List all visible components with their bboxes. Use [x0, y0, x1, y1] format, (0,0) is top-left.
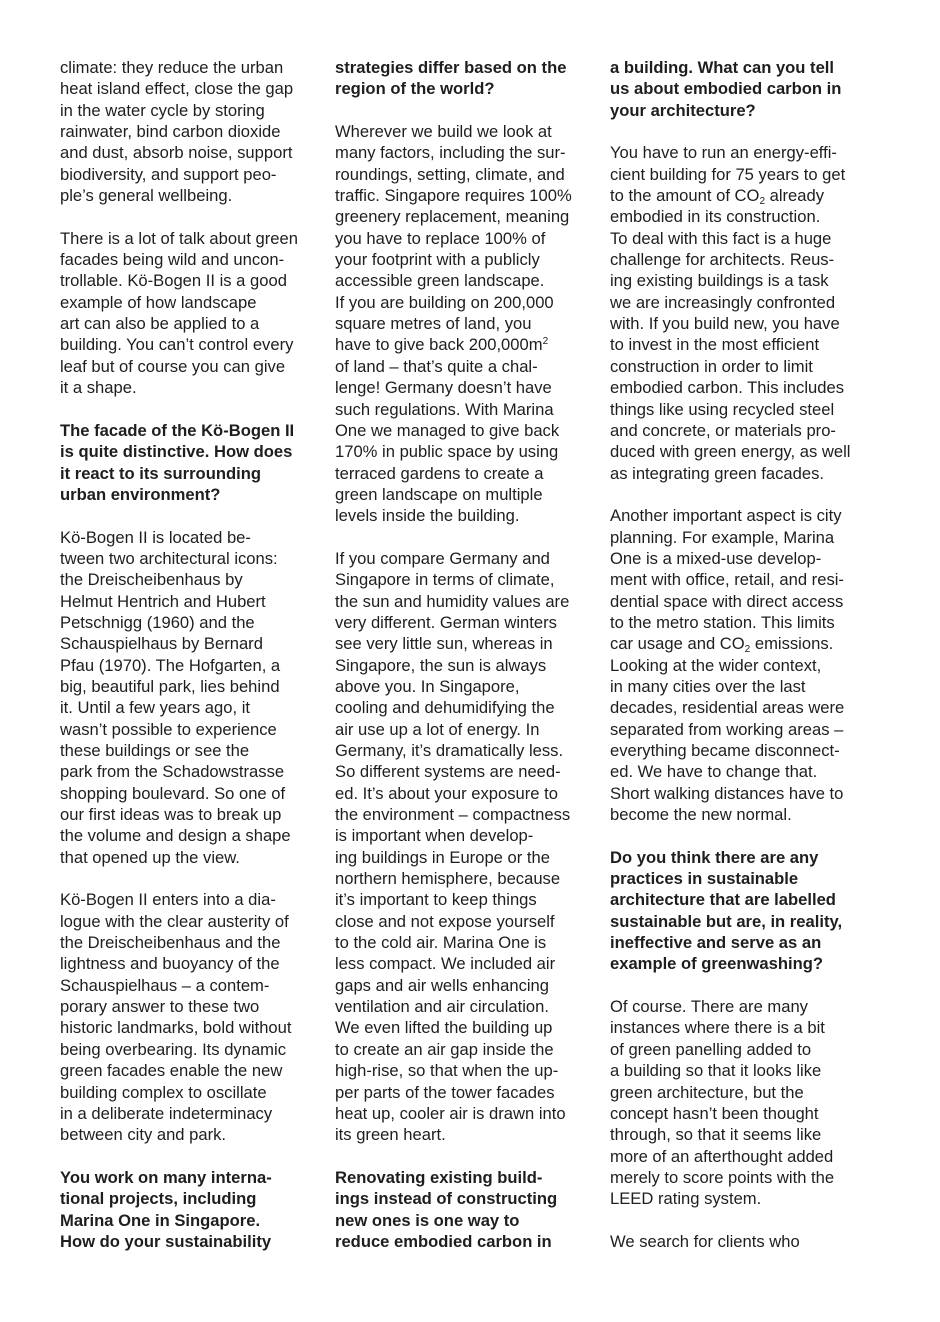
text-line: ed. It’s about your exposure to [335, 783, 558, 803]
text-line: tional projects, including [60, 1189, 257, 1209]
text-line: dential space with direct access [610, 591, 844, 611]
text-line: square metres of land, you [335, 314, 532, 334]
text-line: per parts of the tower facades [335, 1082, 555, 1102]
text-line: duced with green energy, as well [610, 442, 851, 462]
interview-answer [335, 548, 597, 1146]
text-line: LEED rating system. [610, 1189, 762, 1209]
interview-question [610, 57, 872, 121]
paragraph-gap [610, 484, 872, 505]
text-line: it’s important to keep things [335, 890, 537, 910]
text-line: the volume and design a shape [60, 826, 291, 846]
text-line: its green heart. [335, 1125, 446, 1145]
paragraph-gap [60, 1146, 322, 1167]
interview-question [610, 847, 872, 975]
text-line: terraced gardens to create a [335, 463, 544, 483]
text-line: logue with the clear austerity of [60, 911, 289, 931]
text-line: sustainable but are, in reality, [610, 911, 843, 931]
text-line: you have to replace 100% of [335, 228, 546, 248]
text-line: these buildings or see the [60, 741, 250, 760]
text-line: reduce embodied carbon in [335, 1231, 552, 1251]
text-line: to create an air gap inside the [335, 1039, 554, 1059]
text-line: historic landmarks, bold without [60, 1018, 292, 1038]
text-line: heat up, cooler air is drawn into [335, 1103, 566, 1123]
text-line: Looking at the wider context, [610, 655, 822, 675]
text-line: being overbearing. Its dynamic [60, 1039, 286, 1059]
text-line: to the cold air. Marina One is [335, 933, 547, 953]
text-line: everything became disconnect- [610, 741, 840, 760]
text-line: rainwater, bind carbon dioxide [60, 122, 281, 142]
text-line: to invest in the most efficient [610, 335, 820, 355]
text-line: There is a lot of talk about green [60, 228, 298, 248]
text-line: see very little sun, whereas in [335, 634, 553, 654]
text-line: green facades enable the new [60, 1061, 283, 1081]
text-line: Schauspielhaus – a contem- [60, 975, 270, 995]
text-line: practices in sustainable [610, 869, 799, 889]
interview-question [60, 1167, 322, 1252]
text-line: in many cities over the last [610, 676, 806, 696]
text-line: planning. For example, Marina [610, 527, 835, 547]
text-line: it. Until a few years ago, it [60, 698, 250, 718]
interview-answer [60, 57, 322, 206]
text-line: your footprint with a publicly [335, 250, 540, 270]
text-line: urban environment? [60, 484, 221, 504]
paragraph-gap [335, 1146, 597, 1167]
text-line: You have to run an energy-effi- [610, 143, 837, 163]
text-line: us about embodied carbon in [610, 79, 842, 99]
text-line: separated from working areas – [610, 719, 844, 739]
text-line: it a shape. [60, 378, 137, 398]
text-line: Marina One in Singapore. [60, 1210, 261, 1230]
text-line: more of an afterthought added [610, 1146, 834, 1166]
text-line: How do your sustainability [60, 1231, 272, 1251]
text-line: that opened up the view. [60, 847, 240, 867]
text-line: the environment – compactness [335, 805, 571, 825]
text-line: in the water cycle by storing [60, 100, 265, 120]
text-line: your architecture? [610, 100, 756, 120]
text-line: Renovating existing build- [335, 1167, 543, 1187]
text-line: Kö-Bogen II is located be- [60, 527, 251, 547]
text-line: ing existing buildings is a task [610, 271, 829, 291]
interview-question [60, 420, 322, 505]
text-line: it react to its surrounding [60, 463, 261, 483]
text-line: leaf but of course you can give [60, 356, 286, 376]
text-line: a building. What can you tell [610, 58, 835, 77]
text-line: become the new normal. [610, 805, 792, 825]
text-line: Singapore, the sun is always [335, 655, 547, 675]
text-line: to the metro station. This limits [610, 612, 835, 632]
text-line: levels inside the building. [335, 506, 520, 526]
text-line: facades being wild and uncon- [60, 250, 285, 270]
text-line: new ones is one way to [335, 1210, 520, 1230]
paragraph-gap [335, 100, 597, 121]
interview-answer [60, 527, 322, 869]
text-line: biodiversity, and support peo- [60, 164, 277, 184]
text-line: green architecture, but the [610, 1082, 804, 1102]
text-line: roundings, setting, climate, and [335, 164, 565, 184]
text-line: ings instead of constructing [335, 1189, 558, 1209]
text-line: many factors, including the sur- [335, 143, 566, 163]
text-line: Petschnigg (1960) and the [60, 612, 255, 632]
column-1 [60, 57, 322, 1252]
paragraph-gap [60, 868, 322, 889]
text-line: ing buildings in Europe or the [335, 847, 550, 867]
text-line: We search for clients who [610, 1231, 800, 1251]
text-line: ed. We have to change that. [610, 762, 818, 782]
text-line: and dust, absorb noise, support [60, 143, 293, 163]
text-line: construction in order to limit [610, 356, 813, 376]
column-2 [335, 57, 597, 1252]
interview-answer [335, 121, 597, 527]
text-line: of land – that’s quite a chal- [335, 356, 538, 376]
text-line: Kö-Bogen II enters into a dia- [60, 890, 276, 910]
text-line: Singapore in terms of climate, [335, 570, 555, 590]
text-line: You work on many interna- [60, 1167, 272, 1187]
text-line: challenge for architects. Reus- [610, 250, 835, 270]
text-line: ventilation and air circulation. [335, 997, 549, 1017]
interview-answer [60, 889, 322, 1145]
text-line: building. You can’t control every [60, 335, 294, 355]
text-line: If you compare Germany and [335, 548, 550, 568]
text-line: merely to score points with the [610, 1167, 835, 1187]
column-3 [610, 57, 872, 1252]
paragraph-gap [60, 505, 322, 526]
text-line: gaps and air wells enhancing [335, 975, 550, 995]
text-line: traffic. Singapore requires 100% [335, 186, 572, 206]
text-line: have to give back $200,000m^2$ [335, 335, 549, 355]
interview-answer [610, 505, 872, 825]
text-line: green landscape on multiple [335, 484, 543, 504]
text-line: less compact. We included air [335, 954, 556, 974]
text-line: Schauspielhaus by Bernard [60, 634, 263, 654]
text-line: as integrating green facades. [610, 463, 825, 483]
text-line: Helmut Hentrich and Hubert [60, 591, 266, 611]
paragraph-gap [610, 1210, 872, 1231]
text-line: in a deliberate indeterminacy [60, 1103, 273, 1123]
text-line: Germany, it’s dramatically less. [335, 741, 564, 760]
text-line: we are increasingly confronted [610, 292, 836, 312]
text-line: high-rise, so that when the up- [335, 1061, 559, 1081]
text-line: above you. In Singapore, [335, 676, 520, 696]
text-line: instances where there is a bit [610, 1018, 825, 1038]
text-line: embodied carbon. This includes [610, 378, 844, 398]
text-line: wasn’t possible to experience [60, 719, 277, 739]
text-line: of green panelling added to [610, 1039, 812, 1059]
text-line: concept hasn’t been thought [610, 1103, 819, 1123]
text-line: We even lifted the building up [335, 1018, 553, 1038]
text-line: northern hemisphere, because [335, 869, 561, 889]
text-line: example of how landscape [60, 292, 257, 312]
paragraph-gap [610, 825, 872, 846]
text-line: art can also be applied to a [60, 314, 260, 334]
text-line: Of course. There are many [610, 997, 808, 1017]
text-line: If you are building on 200,000 [335, 292, 554, 312]
text-line: the sun and humidity values are [335, 591, 570, 611]
text-line: air use up a lot of energy. In [335, 719, 540, 739]
paragraph-gap [60, 206, 322, 227]
interview-answer [610, 1231, 872, 1252]
text-line: Do you think there are any [610, 847, 819, 867]
interview-answer [610, 142, 872, 484]
interview-answer [610, 996, 872, 1209]
text-line: One is a mixed-use develop- [610, 548, 822, 568]
text-line: strategies differ based on the [335, 58, 567, 77]
text-line: shopping boulevard. So one of [60, 783, 286, 803]
paragraph-gap [335, 527, 597, 548]
text-line: Wherever we build we look at [335, 122, 552, 142]
text-line: Short walking distances have to [610, 783, 844, 803]
text-line: One we managed to give back [335, 420, 560, 440]
text-line: through, so that it seems like [610, 1125, 822, 1145]
text-line: the Dreischeibenhaus and the [60, 933, 281, 953]
text-line: a building so that it looks like [610, 1061, 822, 1081]
paragraph-gap [610, 121, 872, 142]
text-line: car usage and $CO_2$ emissions. [610, 634, 834, 656]
text-line: So different systems are need- [335, 762, 561, 782]
interview-question [335, 57, 597, 100]
text-line: accessible green landscape. [335, 271, 545, 291]
text-line: between city and park. [60, 1125, 227, 1145]
text-line: 170% in public space by using [335, 442, 559, 462]
text-line: close and not expose yourself [335, 911, 555, 931]
text-line: park from the Schadowstrasse [60, 762, 285, 782]
text-line: is quite distinctive. How does [60, 442, 293, 462]
paragraph-gap [610, 975, 872, 996]
text-line: trollable. Kö-Bogen II is a good [60, 271, 287, 291]
text-line: big, beautiful park, lies behind [60, 676, 280, 696]
text-line: greenery replacement, meaning [335, 207, 570, 227]
text-line: tween two architectural icons: [60, 548, 278, 568]
text-line: embodied in its construction. [610, 207, 821, 227]
text-line: heat island effect, close the gap [60, 79, 294, 99]
text-line: ment with office, retail, and resi- [610, 570, 844, 590]
text-line: ineffective and serve as an [610, 933, 822, 953]
text-line: lenge! Germany doesn’t have [335, 378, 552, 398]
text-line: such regulations. With Marina [335, 399, 554, 419]
text-line: example of greenwashing? [610, 954, 824, 974]
text-line: to the amount of $CO_2$ already [610, 186, 825, 208]
text-line: climate: they reduce the urban [60, 58, 284, 77]
paragraph-gap [60, 399, 322, 420]
text-line: the Dreischeibenhaus by [60, 570, 243, 590]
text-line: To deal with this fact is a huge [610, 228, 832, 248]
text-line: porary answer to these two [60, 997, 260, 1017]
text-line: Pfau (1970). The Hofgarten, a [60, 655, 281, 675]
text-line: our first ideas was to break up [60, 805, 282, 825]
text-line: architecture that are labelled [610, 890, 836, 910]
text-line: Another important aspect is city [610, 506, 842, 526]
interview-question [335, 1167, 597, 1252]
interview-answer [60, 228, 322, 399]
text-line: building complex to oscillate [60, 1082, 267, 1102]
text-line: lightness and buoyancy of the [60, 954, 280, 974]
text-line: with. If you build new, you have [610, 314, 840, 334]
text-line: cooling and dehumidifying the [335, 698, 555, 718]
text-line: things like using recycled steel [610, 399, 835, 419]
text-line: and concrete, or materials pro- [610, 420, 836, 440]
text-line: region of the world? [335, 79, 495, 99]
text-line: ple’s general wellbeing. [60, 186, 233, 206]
text-line: decades, residential areas were [610, 698, 845, 718]
text-line: is important when develop- [335, 826, 534, 846]
text-line: very different. German winters [335, 612, 557, 632]
text-line: The facade of the Kö-Bogen II [60, 420, 295, 440]
text-line: cient building for 75 years to get [610, 164, 846, 184]
